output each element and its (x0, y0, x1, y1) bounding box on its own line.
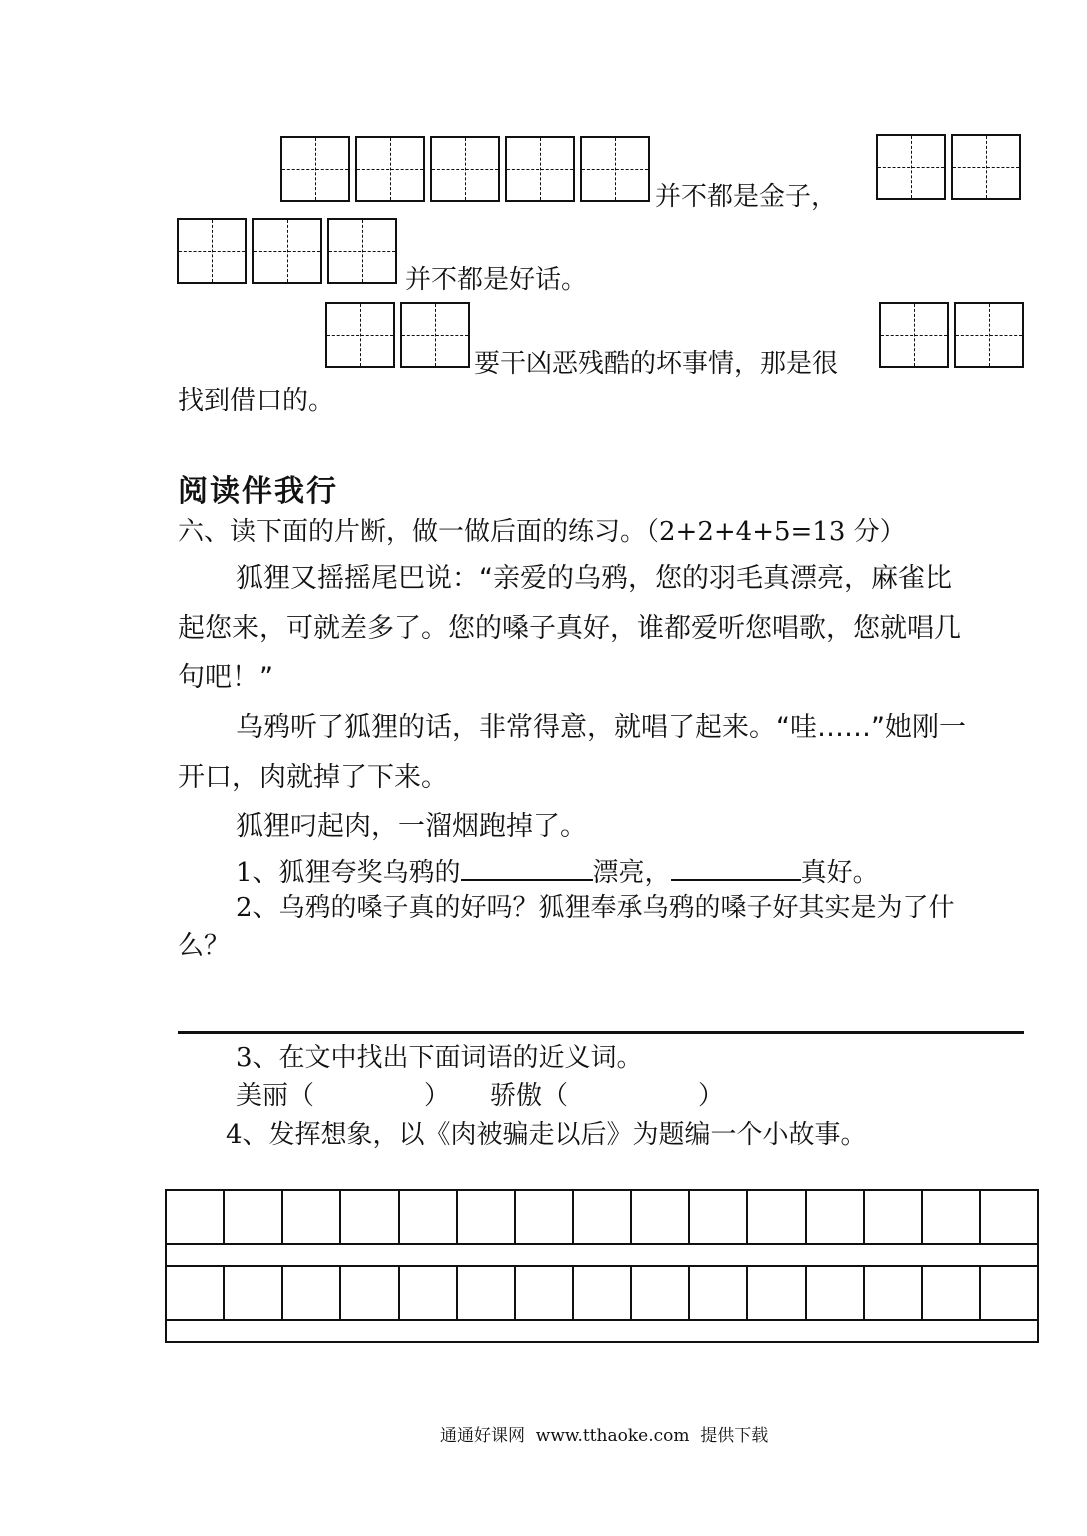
grid-cell[interactable] (876, 134, 946, 200)
question-4: 4、发挥想象，以《肉被骗走以后》为题编一个小故事。 (226, 1120, 867, 1150)
q1-part-c: 真好。 (800, 858, 879, 888)
composition-row[interactable] (167, 1191, 1037, 1245)
question-2-line2: 么？ (178, 931, 231, 961)
passage-p2-line1: 乌鸦听了狐狸的话，非常得意，就唱了起来。“哇……”她刚一 (236, 712, 966, 743)
q3-close-2: ） (698, 1081, 725, 1111)
question-2-line1: 2、乌鸦的嗓子真的好吗？狐狸奉承乌鸦的嗓子好其实是为了什 (236, 893, 955, 923)
composition-grid[interactable] (165, 1189, 1039, 1343)
q3-close-1: ） (424, 1081, 451, 1111)
section-title: 阅读伴我行 (178, 474, 338, 509)
passage-p1-line2: 起您来，可就差多了。您的嗓子真好，谁都爱听您唱歌，您就唱几 (178, 613, 961, 644)
question-1 (236, 855, 879, 888)
q1-blank-1[interactable] (461, 855, 593, 881)
q1-blank-2[interactable] (671, 855, 801, 881)
passage-p3-line1: 狐狸叼起肉，一溜烟跑掉了。 (236, 811, 587, 842)
q3-word-2: 骄傲（ (490, 1081, 569, 1111)
grid-group-3[interactable] (177, 218, 402, 284)
composition-row[interactable] (167, 1267, 1037, 1321)
grid-cell[interactable] (505, 136, 575, 202)
passage-p1-line3: 句吧！” (178, 662, 273, 693)
grid-cell[interactable] (430, 136, 500, 202)
grid-group-4[interactable] (325, 302, 475, 368)
q3-word-row (236, 1081, 724, 1111)
question-3: 3、在文中找出下面词语的近义词。 (236, 1043, 643, 1073)
fill-line3-text: 要干凶恶残酷的坏事情，那是很 (474, 349, 839, 379)
grid-cell[interactable] (280, 136, 350, 202)
grid-cell[interactable] (252, 218, 322, 284)
footer-text: 通通好课网 www.tthaoke.com 提供下载 (440, 1426, 769, 1446)
grid-group-2[interactable] (876, 134, 1026, 200)
grid-cell[interactable] (325, 302, 395, 368)
grid-cell[interactable] (177, 218, 247, 284)
fill-line4-text: 找到借口的。 (178, 386, 335, 416)
passage-p2-line2: 开口，肉就掉了下来。 (178, 762, 448, 793)
fill-line1-text: 并不都是金子， (655, 182, 838, 212)
grid-group-5[interactable] (879, 302, 1029, 368)
grid-cell[interactable] (951, 134, 1021, 200)
grid-cell[interactable] (355, 136, 425, 202)
question-header: 六、读下面的片断，做一做后面的练习。（2+2+4+5=13 分） (178, 517, 906, 547)
q1-part-b: 漂亮， (592, 858, 671, 888)
fill-line2-text: 并不都是好话。 (405, 265, 588, 295)
grid-cell[interactable] (400, 302, 470, 368)
grid-cell[interactable] (327, 218, 397, 284)
q2-answer-line[interactable] (178, 1031, 1024, 1034)
q1-part-a: 1、狐狸夸奖乌鸦的 (236, 858, 461, 888)
passage-p1-line1: 狐狸又摇摇尾巴说：“亲爱的乌鸦，您的羽毛真漂亮，麻雀比 (236, 563, 952, 594)
grid-cell[interactable] (954, 302, 1024, 368)
q3-word-1: 美丽（ (236, 1081, 315, 1111)
grid-group-1[interactable] (280, 136, 655, 202)
grid-cell[interactable] (580, 136, 650, 202)
grid-cell[interactable] (879, 302, 949, 368)
